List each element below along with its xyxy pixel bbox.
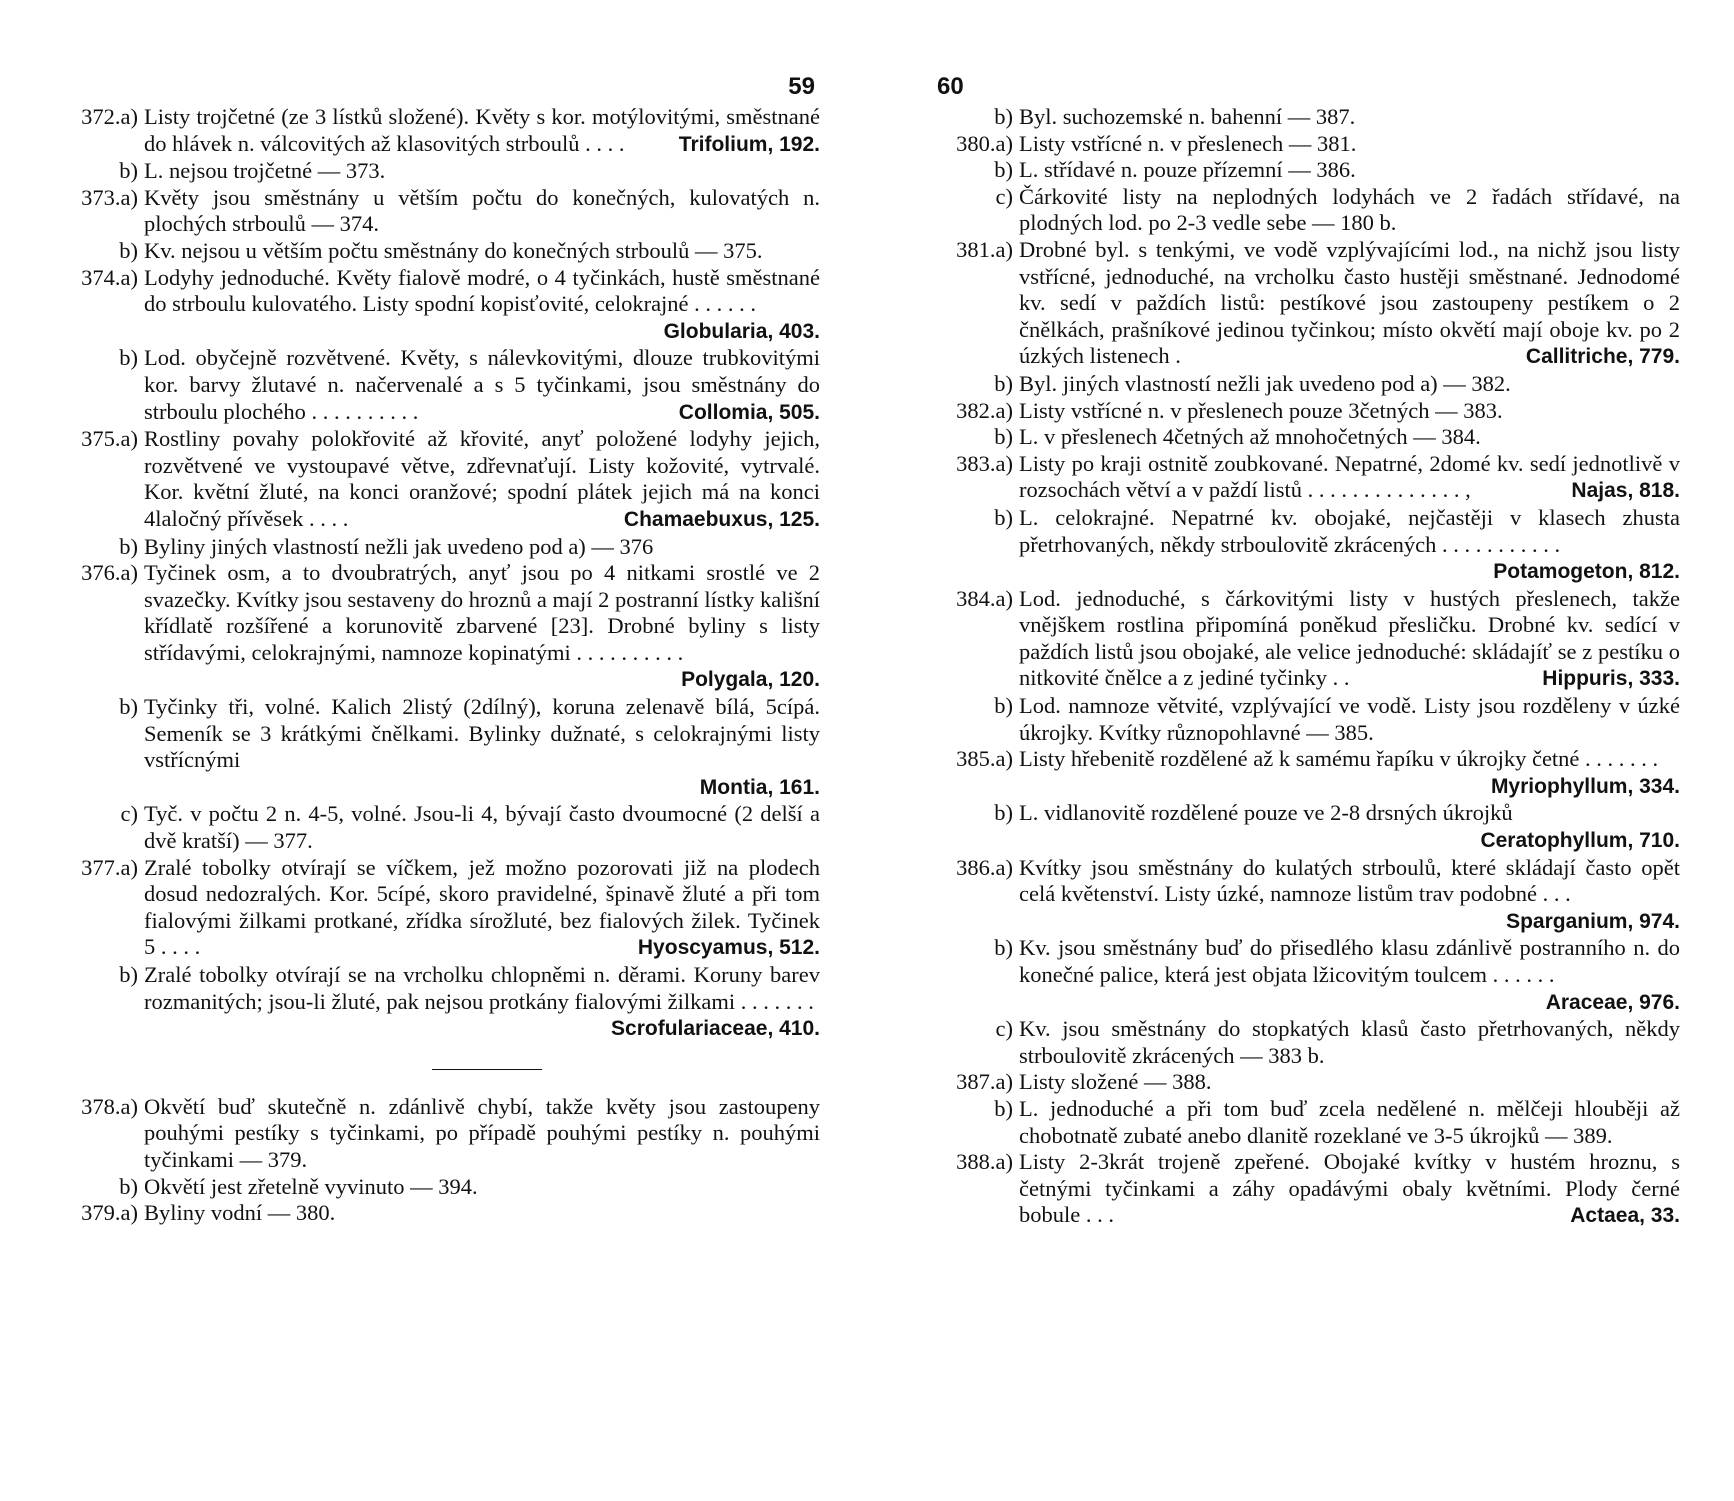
key-entry — [935, 746, 1680, 800]
entry-description: Listy vstřícné n. v přeslenech — 381. — [1019, 130, 1357, 156]
entry-text — [1019, 184, 1680, 237]
entry-label: b) — [994, 157, 1013, 183]
key-entry — [935, 371, 1680, 398]
key-entry — [60, 560, 820, 694]
entry-label: 385.a) — [956, 746, 1013, 772]
entry-label: 374.a) — [81, 264, 138, 290]
entry-description: Kv. nejsou u větším počtu směstnány do konečných strboulů — 375. — [144, 237, 763, 263]
key-entry — [935, 855, 1680, 936]
entry-label: 387.a) — [956, 1069, 1013, 1095]
taxon-reference: Polygala, 120. — [681, 668, 820, 692]
entry-text — [144, 265, 820, 346]
entry-text — [1019, 1069, 1680, 1096]
entry-label: 379.a) — [81, 1200, 138, 1226]
entry-label: b) — [994, 1095, 1013, 1121]
entry-label: 377.a) — [81, 854, 138, 880]
entry-label: c) — [120, 801, 138, 827]
entry-description: L. nejsou trojčetné — 373. — [144, 158, 386, 184]
key-entry — [60, 534, 820, 561]
entry-description: Listy po kraji ostnitě zoubkované. Nepatrné, 2domé kv. sedí jednotlivě v rozsochách větví a v paždí listů . . . . . . . . . . . . . . , — [1019, 450, 1680, 503]
entry-text — [1019, 371, 1680, 398]
key-entries — [60, 104, 820, 1043]
taxon-reference: Callitriche, 779. — [1525, 345, 1680, 369]
key-entry — [60, 345, 820, 426]
entry-text — [1019, 693, 1680, 746]
taxon-reference: Montia, 161. — [699, 775, 820, 799]
entry-description: L. celokrajné. Nepatrné kv. obojaké, nejčastěji v klasech zhusta přetrhovaných, někdy strboulovitě zkrácených . . . . . . . . . . . — [1019, 504, 1680, 557]
key-entry — [60, 962, 820, 1043]
entry-label: 386.a) — [956, 854, 1013, 880]
entry-text — [1019, 586, 1680, 693]
entry-description: Listy složené — 388. — [1019, 1069, 1212, 1095]
taxon-reference: Ceratophyllum, 710. — [1480, 829, 1680, 853]
right-page — [935, 70, 1680, 1230]
entry-label: b) — [994, 800, 1013, 826]
entry-text — [1019, 1149, 1680, 1230]
key-entries-continued — [60, 1094, 820, 1227]
taxon-reference: Trifolium, 192. — [678, 132, 820, 156]
key-entry — [60, 158, 820, 185]
entry-text — [144, 104, 820, 158]
entry-label: b) — [994, 104, 1013, 129]
entry-description: Kv. jsou směstnány buď do přisedlého klasu zdánlivě postranního n. do konečné palice, která jest objata lžicovitým toulcem . . . . . . — [1019, 935, 1680, 987]
entry-description: Rostliny povahy polokřovité až křovité, anyť položené lodyhy jejich, rozvětvené ve vystoupavé větve, zdřevnaťují. Listy kožovité, vytrvalé. Kor. květní žluté, na konci oranžové; spodní plátek jejich má na konci 4laločný přívěsek . . . . — [144, 426, 820, 531]
entry-label: 388.a) — [956, 1149, 1013, 1175]
key-entry — [60, 265, 820, 346]
entry-description: Okvětí jest zřetelně vyvinuto — 394. — [144, 1173, 478, 1199]
entry-label: b) — [119, 345, 138, 371]
entry-label: 384.a) — [956, 585, 1013, 611]
entry-description: Lod. namnoze větvité, vzplývající ve vodě. Listy jsou rozděleny v úzké úkrojky. Kvítky různopohlavné — 385. — [1019, 693, 1680, 745]
entry-text — [144, 801, 820, 854]
entry-label: 380.a) — [956, 130, 1013, 156]
entry-label: b) — [994, 370, 1013, 396]
entry-description: Listy trojčetné (ze 3 lístků složené). Květy s kor. motýlovitými, směstnané do hlávek n. válcovitých až klasovitých strboulů . . . . — [144, 104, 820, 156]
key-entry — [60, 1174, 820, 1201]
taxon-reference: Collomia, 505. — [678, 400, 820, 424]
entry-description: Tyčinek osm, a to dvoubratrých, anyť jsou po 4 nitkami srostlé ve 2 svazečky. Kvítky jsou sestaveny do hroznů a mají 2 postranní lístky kališní křídlatě rozšířené a korunovitě zbarvené [23]. Drobné byliny s listy střídavými, celokrajnými, namnoze kopinatými . . . . . . . . . . — [144, 560, 820, 665]
taxon-reference: Sparganium, 974. — [1506, 909, 1680, 933]
key-entry — [60, 694, 820, 801]
key-entry — [935, 424, 1680, 451]
left-page — [60, 70, 820, 1227]
key-entry — [60, 238, 820, 265]
entry-text — [144, 694, 820, 801]
taxon-reference: Globularia, 403. — [663, 319, 820, 343]
entry-description: Zralé tobolky otvírají se víčkem, jež možno pozorovati již na plodech dosud nedozralých. Kor. 5cípé, skoro pravidelné, špinavě žluté a při tom fialovými žilkami protkané, zřídka sírožluté, bez fialových žilek. Tyčinek 5 . . . . — [144, 854, 820, 960]
entry-description: Listy 2-3krát trojeně zpeřené. Obojaké kvítky v hustém hroznu, s četnými tyčinkami a záhy opadávými obaly květními. Plody černé bobule . . . — [1019, 1149, 1680, 1228]
key-entry — [935, 398, 1680, 425]
taxon-reference: Actaea, 33. — [1570, 1204, 1680, 1228]
entry-description: Kvítky jsou směstnány do kulatých strboulů, které skládají často opět celá květenství. Listy úzké, namnoze listům trav podobné . . . — [1019, 854, 1680, 907]
entry-description: L. vidlanovitě rozdělené pouze ve 2-8 drsných úkrojků — [1019, 800, 1513, 826]
taxon-reference: Myriophyllum, 334. — [1490, 774, 1680, 798]
entry-label: 383.a) — [956, 450, 1013, 476]
entry-description: Byliny vodní — 380. — [144, 1200, 336, 1226]
entry-label: b) — [119, 962, 138, 987]
entry-label: b) — [119, 1173, 138, 1199]
key-entry — [935, 237, 1680, 371]
taxon-reference: Chamaebuxus, 125. — [623, 507, 820, 531]
key-entry — [935, 1016, 1680, 1069]
entry-label: b) — [119, 694, 138, 720]
entry-description: Tyč. v počtu 2 n. 4-5, volné. Jsou-li 4, bývají často dvoumocné (2 delší a dvě kratší) — 377. — [144, 801, 820, 854]
key-entry — [60, 1094, 820, 1174]
taxon-reference: Potamogeton, 812. — [1493, 560, 1680, 584]
entry-label: c) — [995, 1016, 1013, 1042]
key-entry — [60, 104, 820, 158]
entry-text — [1019, 1016, 1680, 1069]
entry-description: Okvětí buď skutečně n. zdánlivě chybí, takže květy jsou zastoupeny pouhými pestíky s tyčinkami, po případě pouhými pestíky n. pouhými tyčinkami — 379. — [144, 1093, 820, 1172]
entry-label: b) — [994, 693, 1013, 719]
entry-text — [1019, 935, 1680, 1016]
entry-label: b) — [994, 424, 1013, 450]
entry-text — [144, 534, 820, 561]
entry-label: b) — [994, 935, 1013, 961]
entry-description: Lod. obyčejně rozvětvené. Květy, s nálevkovitými, dlouze trubkovitými kor. barvy žlutavé n. načervenalé a s 5 tyčinkami, jsou směstnány do strboulu plochého . . . . . . . . . . — [144, 345, 820, 424]
entry-label: 378.a) — [81, 1093, 138, 1119]
entry-text — [144, 962, 820, 1043]
entry-text — [1019, 505, 1680, 586]
entry-description: Listy vstřícné n. v přeslenech pouze 3četných — 383. — [1019, 397, 1503, 423]
entry-description: L. v přeslenech 4četných až mnohočetných — 384. — [1019, 424, 1481, 450]
key-entry — [935, 1069, 1680, 1096]
entry-label: b) — [119, 533, 138, 559]
page-number: 59 — [788, 73, 815, 100]
taxon-reference: Hippuris, 333. — [1542, 667, 1680, 691]
entry-text — [1019, 855, 1680, 936]
key-entry — [935, 131, 1680, 158]
entry-label: b) — [119, 158, 138, 184]
key-entry — [935, 184, 1680, 237]
key-entry — [60, 855, 820, 962]
key-entry — [935, 1149, 1680, 1230]
key-entry — [60, 426, 820, 533]
entry-text — [1019, 237, 1680, 371]
key-entry — [60, 185, 820, 238]
entry-text — [1019, 1096, 1680, 1149]
key-entry — [935, 800, 1680, 854]
entry-description: Listy hřebenitě rozdělené až k samému řapíku v úkrojky četné . . . . . . . — [1019, 746, 1659, 772]
key-entry — [935, 104, 1680, 131]
section-divider — [432, 1069, 542, 1070]
key-entry — [935, 157, 1680, 184]
entry-text — [144, 426, 820, 533]
taxon-reference: Najas, 818. — [1571, 479, 1680, 503]
entry-text — [144, 560, 820, 694]
entry-text — [1019, 800, 1680, 854]
key-entry — [935, 693, 1680, 746]
entry-text — [144, 1200, 820, 1227]
entry-label: c) — [995, 183, 1013, 209]
taxon-reference: Araceae, 976. — [1545, 990, 1680, 1014]
entry-description: Byliny jiných vlastností nežli jak uvedeno pod a) — 376 — [144, 533, 654, 559]
entry-label: 381.a) — [956, 236, 1013, 262]
taxon-reference: Scrofulariaceae, 410. — [611, 1017, 820, 1041]
entry-text — [1019, 157, 1680, 184]
entry-description: Tyčinky tři, volné. Kalich 2listý (2dílný), koruna zelenavě bílá, 5cípá. Semeník se 3 krátkými čnělkami. Bylinky dužnaté, s celokrajnými listy vstřícnými — [144, 694, 820, 773]
entry-description: Drobné byl. s tenkými, ve vodě vzplývajícími lod., na nichž jsou listy vstřícné, jednoduché, na vrcholku často hustěji směstnané. Jednodomé kv. sedí v paždích listů: pestíkové jsou zastoupeny pestíkem o 2 čnělkách, prašníkové jedinou tyčinkou; místo okvětí mají oboje kv. po 2 úzkých listenech . — [1019, 236, 1680, 369]
entry-label: 373.a) — [81, 184, 138, 210]
entry-description: Květy jsou směstnány u větším počtu do konečných, kulovatých n. plochých strboulů — 374. — [144, 184, 820, 237]
key-entries — [935, 104, 1680, 1230]
entry-text — [144, 1094, 820, 1174]
entry-description: Zralé tobolky otvírají se na vrcholku chlopněmi n. děrami. Koruny barev rozmanitých; jsou-li žluté, pak nejsou protkány fialovými žilkami . . . . . . . — [144, 962, 820, 1014]
entry-text — [144, 345, 820, 426]
entry-description: L. jednoduché a při tom buď zcela nedělené n. mělčeji hlouběji až chobotnatě zubaté anebo dlanitě rozeklané ve 3-5 úkrojků — 389. — [1019, 1095, 1680, 1148]
entry-label: 375.a) — [81, 426, 138, 452]
entry-description: Lodyhy jednoduché. Květy fialově modré, o 4 tyčinkách, hustě směstnané do strboulu kulovatého. Listy spodní kopisťovité, celokrajné . . . . . . — [144, 264, 820, 317]
entry-label: 372.a) — [81, 104, 138, 129]
entry-label: 376.a) — [81, 560, 138, 586]
key-entry — [60, 1200, 820, 1227]
entry-description: Čárkovité listy na neplodných lodyhách ve 2 řadách střídavé, na plodných lod. po 2-3 vedle sebe — 180 b. — [1019, 183, 1680, 236]
entry-text — [144, 238, 820, 265]
key-entry — [935, 505, 1680, 586]
entry-text — [1019, 746, 1680, 800]
key-entry — [935, 586, 1680, 693]
entry-label: b) — [994, 504, 1013, 530]
entry-label: 382.a) — [956, 397, 1013, 423]
key-entry — [60, 801, 820, 854]
entry-text — [1019, 451, 1680, 505]
taxon-reference: Hyoscyamus, 512. — [637, 936, 820, 960]
entry-description: L. střídavé n. pouze přízemní — 386. — [1019, 157, 1356, 183]
entry-text — [1019, 131, 1680, 158]
entry-description: Kv. jsou směstnány do stopkatých klasů často přetrhovaných, někdy strboulovitě zkrácených — 383 b. — [1019, 1016, 1680, 1068]
key-entry — [935, 451, 1680, 505]
key-entry — [935, 1096, 1680, 1149]
entry-text — [1019, 398, 1680, 425]
entry-description: Byl. jiných vlastností nežli jak uvedeno pod a) — 382. — [1019, 370, 1511, 396]
entry-description: Lod. jednoduché, s čárkovitými listy v hustých přeslenech, takže vnějškem rostlina připomíná poněkud přesličku. Drobné kv. sedící v paždích listů jsou obojaké, ale velice jednoduché: skládajíť se z pestíku o nitkovité čnělce a z jediné tyčinky . . — [1019, 585, 1680, 691]
entry-text — [1019, 104, 1680, 131]
entry-text — [1019, 424, 1680, 451]
entry-text — [144, 185, 820, 238]
entry-text — [144, 855, 820, 962]
entry-description: Byl. suchozemské n. bahenní — 387. — [1019, 104, 1356, 129]
entry-text — [144, 1174, 820, 1201]
entry-text — [144, 158, 820, 185]
page-number: 60 — [937, 73, 964, 100]
entry-label: b) — [119, 237, 138, 263]
key-entry — [935, 935, 1680, 1016]
